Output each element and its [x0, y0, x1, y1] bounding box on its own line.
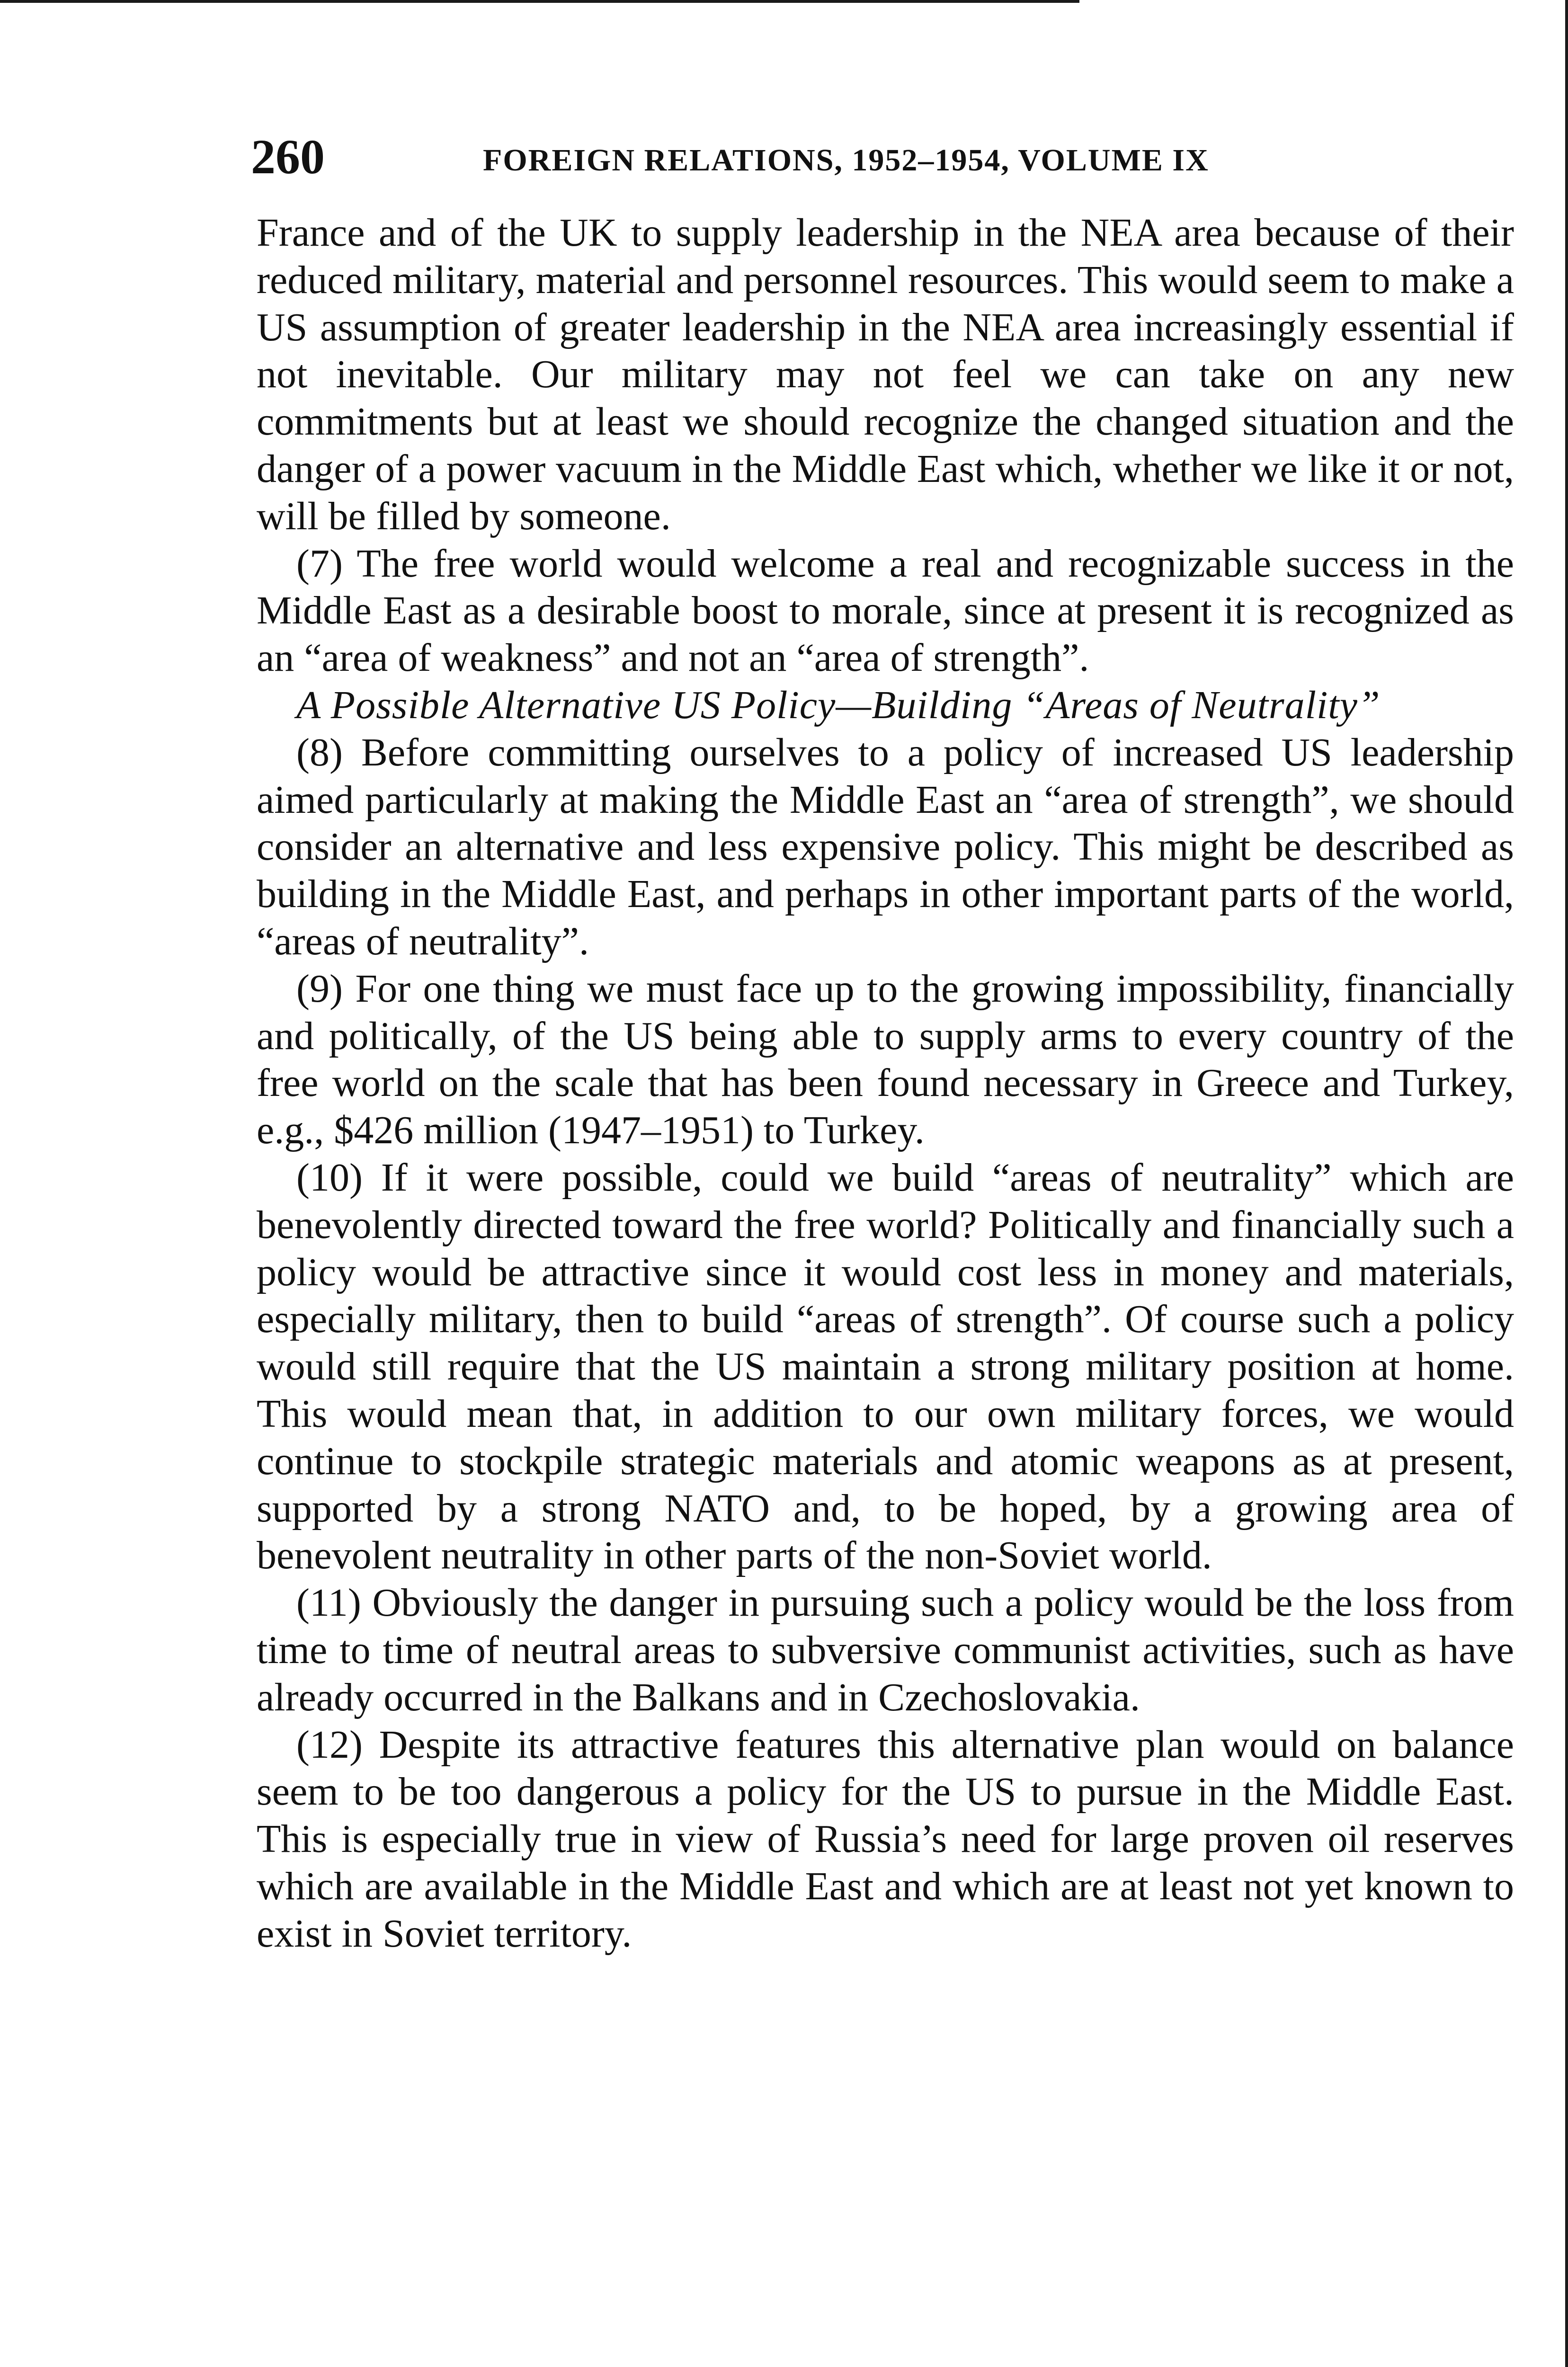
body-text: [257, 209, 1514, 1957]
paragraph-12: (12) Despite its attractive features this alternative plan would on balance seem to be too dangerous a policy for the US to pursue in the Middle East. This is especially true in view of Russia’s need for large proven oil reserves which are available in the Middle East and which are at least not yet known to exist in Soviet territory.: [257, 1722, 1514, 1956]
paragraph-9: (9) For one thing we must face up to the growing impossibility, financially and politically, of the US being able to supply arms to every country of the free world on the scale that has been found necessary in Greece and Turkey, e.g., $426 million (1947–1951) to Turkey.: [257, 966, 1514, 1153]
paragraph-7: (7) The free world would welcome a real and recognizable success in the Middle East as a desirable boost to morale, since at present it is recognized as an “area of weakness” and not an “area of strength”.: [257, 541, 1514, 680]
running-head: FOREIGN RELATIONS, 1952–1954, VOLUME IX: [483, 143, 1209, 178]
paragraph-continued: France and of the UK to supply leadership in the NEA area because of their reduced military, material and personnel resources. This would seem to make a US assumption of greater leadership in the NEA area increasingly essential if not inevitable. Our military may not feel we can take on any new commitments but at least we should recognize the changed situation and the danger of a power vacuum in the Middle East which, whether we like it or not, will be filled by someone.: [257, 211, 1514, 538]
page-edge-right: [1565, 0, 1568, 2367]
page-header: [251, 129, 1515, 186]
page-number: 260: [251, 130, 325, 184]
paragraph-11: (11) Obviously the danger in pursuing such a policy would be the loss from time to time of neutral areas to subversive communist activities, such as have already occurred in the Balkans and in Czechoslovakia.: [257, 1581, 1514, 1719]
paragraph-8: (8) Before committing ourselves to a policy of increased US leadership aimed particularly at making the Middle East an “area of strength”, we should consider an alternative and less expensive policy. This might be described as building in the Middle East, and perhaps in other important parts of the world, “areas of neutrality”.: [257, 730, 1514, 963]
page-edge-top: [0, 0, 1079, 3]
section-heading: A Possible Alternative US Policy—Building “Areas of Neutrality”: [296, 683, 1381, 727]
paragraph-10: (10) If it were possible, could we build “areas of neutrality” which are benevolently directed toward the free world? Politically and financially such a policy would be attractive since it would cost less in money and materials, especially military, then to build “areas of strength”. Of course such a policy would still require that the US maintain a strong military position at home. This would mean that, in addition to our own military forces, we would continue to stockpile strategic materials and atomic weapons as at present, supported by a strong NATO and, to be hoped, by a growing area of benevolent neutrality in other parts of the non-Soviet world.: [257, 1155, 1514, 1578]
